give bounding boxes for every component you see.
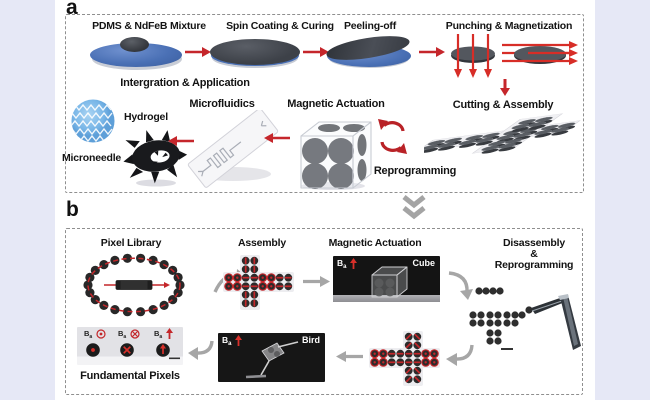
gray-curved-arrow-icon [446, 342, 476, 370]
field-up-arrow-icon [166, 328, 173, 340]
mixture-blob [120, 37, 149, 52]
cutting-assembly-graphic [424, 112, 584, 190]
pixel-field-label-2: $B_a$ [118, 329, 127, 340]
pixel-field-label-1: $B_a$ [84, 329, 93, 340]
bird-object-label: Bird [302, 335, 320, 345]
magnet-cube-graphic [293, 113, 379, 191]
pixel-library-graphic [80, 252, 188, 318]
microfluidics-label: Microfluidics [189, 98, 255, 110]
panel-b-letter: b [66, 198, 79, 221]
magnetic-actuation-label-b: Magnetic Actuation [328, 237, 422, 249]
cured-film-disk [210, 39, 300, 65]
disassembly-graphic [468, 284, 584, 356]
pixel-library-label: Pixel Library [100, 237, 162, 249]
peeling-graphic [326, 35, 412, 69]
reprogramming-recycle-icon [377, 117, 409, 157]
reprogrammed-cross-graphic [368, 328, 448, 390]
wafer-mixture-graphic [90, 36, 184, 70]
field-out-of-plane-icon [96, 329, 106, 339]
fundamental-pixel-disks [77, 341, 183, 361]
hydrogel-label: Hydrogel [124, 111, 168, 123]
bird-actuation-photo [218, 333, 325, 382]
reprogramming-label-a: Reprogramming [373, 165, 457, 177]
cube-object [365, 262, 415, 298]
red-arrow-right-icon [419, 46, 445, 58]
microneedle-label: Microneedle [62, 152, 122, 164]
red-arrow-right-icon [185, 46, 211, 58]
integration-application-label: Intergration & Application [120, 77, 250, 89]
panel-a-letter: a [66, 0, 78, 19]
pixel-field-label-3: $B_a$ [154, 329, 163, 340]
disassembly-line3: Reprogramming [494, 259, 574, 271]
hydrogel-graphic [70, 98, 116, 144]
red-arrow-up-icon [350, 258, 357, 270]
step-label-peeling-off: Peeling-off [343, 20, 397, 32]
cutting-assembly-label: Cutting & Assembly [452, 99, 554, 111]
magnetic-actuation-label-a: Magnetic Actuation [287, 98, 385, 110]
disassembly-reprogramming-label [474, 238, 594, 271]
disk-horizontal-field-graphic [500, 41, 582, 67]
step-label-pdms-ndfeb-mixture: PDMS & NdFeB Mixture [92, 20, 206, 32]
cube-field-label: $B_a$ [337, 258, 347, 270]
microfluidic-chip-graphic [185, 110, 285, 188]
bird-field-label: $B_a$ [222, 335, 232, 347]
step-label-spin-coating-curing: Spin Coating & Curing [226, 20, 334, 32]
disassembly-line2: & [530, 248, 538, 260]
red-arrow-left-icon [264, 132, 290, 144]
step-label-punching-magnetization: Punching & Magnetization [445, 20, 573, 32]
fundamental-pixels-photo [77, 327, 183, 365]
gray-curved-arrow-icon [188, 338, 216, 364]
double-chevron-down-icon [401, 194, 427, 220]
gray-arrow-right-icon [303, 275, 330, 288]
disassembly-line1: Disassembly [502, 237, 565, 249]
bird-object [244, 339, 304, 381]
punched-disk-vertical-field-graphic [450, 33, 496, 80]
cube-object-label: Cube [412, 258, 435, 268]
cured-film-graphic [210, 37, 300, 69]
fundamental-pixels-label: Fundamental Pixels [80, 370, 180, 382]
gray-arrow-left-icon [336, 350, 363, 363]
assembly-cross-graphic [222, 252, 302, 314]
red-arrow-up-icon [235, 335, 242, 347]
field-into-plane-icon [130, 329, 140, 339]
cube-actuation-photo [333, 256, 440, 302]
red-arrow-down-icon [499, 79, 511, 97]
assembly-label: Assembly [237, 237, 286, 249]
